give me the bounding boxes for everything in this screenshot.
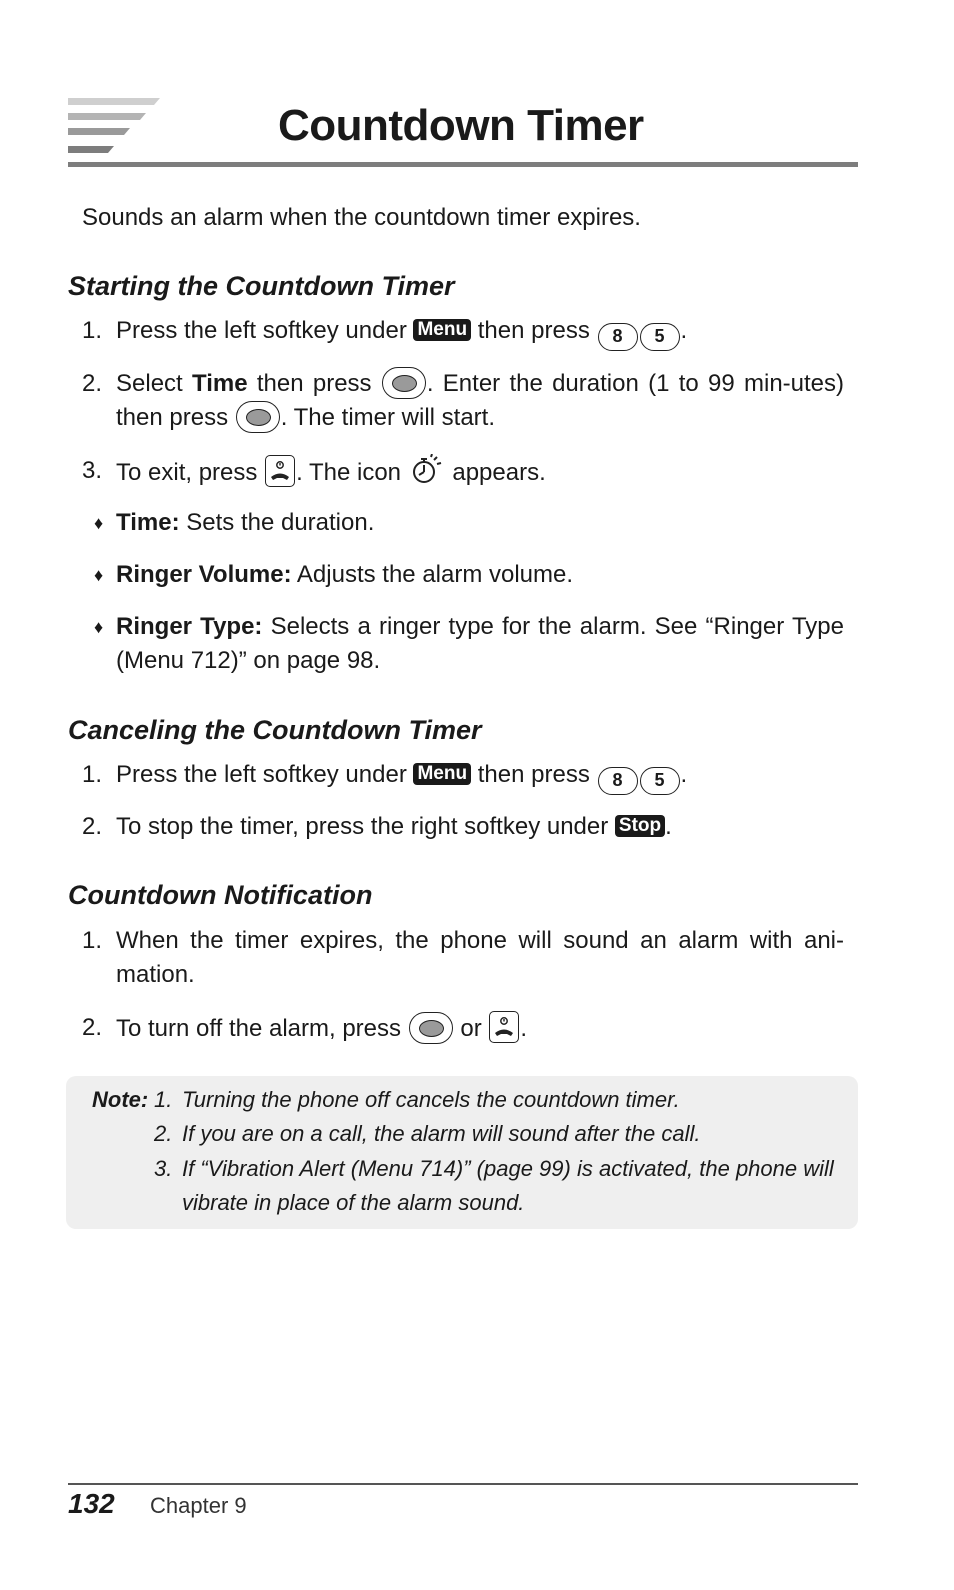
page-number: 132 <box>68 1488 115 1519</box>
notification-step-1 <box>82 924 844 992</box>
note-item-text: If “Vibration Alert (Menu 714)” (page 99) is activated, the phone will vibrate in place of the alarm sound. <box>182 1156 834 1215</box>
step-text: When the timer expires, the phone will sound an alarm with ani-mation. <box>116 927 844 988</box>
step-text: then press <box>471 761 597 788</box>
bullet-term: Ringer Volume: <box>116 561 292 588</box>
bullet-ringer-type <box>82 610 844 678</box>
stop-softkey-label: Stop <box>615 815 665 837</box>
bullet-text: Adjusts the alarm volume. <box>291 561 574 588</box>
diamond-bullet-icon: ♦ <box>94 617 104 637</box>
step-bold-term: Time <box>192 370 248 397</box>
starting-step-1 <box>82 314 844 351</box>
diamond-bullet-icon: ♦ <box>94 513 104 533</box>
ok-key-icon <box>409 1012 453 1044</box>
note-item-text: Turning the phone off cancels the countdown timer. <box>182 1087 680 1112</box>
footer-rule <box>68 1483 858 1485</box>
bullet-ringer-volume <box>82 558 844 592</box>
step-text: then press <box>247 370 381 397</box>
step-text: . <box>665 813 672 840</box>
note-item-number: 2. <box>154 1121 173 1146</box>
key-8-icon: 8 <box>598 323 638 351</box>
step-number: 3. <box>82 457 103 484</box>
note-item-number: 1. <box>154 1087 173 1112</box>
step-text: To turn off the alarm, press <box>116 1015 408 1042</box>
section-heading-starting: Starting the Countdown Timer <box>68 271 455 301</box>
canceling-step-2 <box>82 810 844 844</box>
key-8-icon: 8 <box>598 767 638 795</box>
notification-step-2 <box>82 1011 844 1046</box>
ok-key-icon <box>236 401 280 433</box>
note-item <box>154 1152 844 1220</box>
step-number: 1. <box>82 761 103 788</box>
step-text: Press the left softkey under <box>116 317 414 344</box>
bullet-term: Ringer Type: <box>116 613 263 640</box>
bullet-text: Selects a ringer type for the alarm. See “Ringer Type (Menu 712)” on page 98. <box>116 613 845 674</box>
note-item-number: 3. <box>154 1156 173 1181</box>
chapter-label: Chapter 9 <box>150 1493 247 1518</box>
step-number: 2. <box>82 370 103 397</box>
step-text: . The timer will start. <box>280 404 495 431</box>
page-title: Countdown Timer <box>278 101 644 150</box>
bullet-time <box>82 506 844 540</box>
end-key-icon <box>489 1011 519 1043</box>
step-text: . <box>680 761 688 788</box>
step-text: Press the left softkey under <box>116 761 414 788</box>
canceling-step-1 <box>82 758 844 795</box>
section-heading-canceling: Canceling the Countdown Timer <box>68 715 482 745</box>
key-5-icon: 5 <box>640 767 680 795</box>
step-number: 1. <box>82 317 103 344</box>
key-5-icon: 5 <box>640 323 680 351</box>
bullet-text: Sets the duration. <box>179 509 375 536</box>
step-text: then press <box>471 317 597 344</box>
menu-softkey-label: Menu <box>413 763 471 785</box>
step-number: 2. <box>82 1014 103 1041</box>
diamond-bullet-icon: ♦ <box>94 565 104 585</box>
bullet-term: Time: <box>116 509 180 536</box>
starting-step-2 <box>82 367 844 435</box>
step-text: . <box>520 1015 528 1042</box>
header-stripes-graphic <box>68 98 164 156</box>
timer-icon <box>410 454 444 486</box>
note-item <box>154 1117 844 1151</box>
step-text: To stop the timer, press the right softkey under <box>116 813 615 840</box>
ok-key-icon <box>382 367 426 399</box>
starting-step-3 <box>82 454 844 490</box>
note-item <box>154 1083 844 1117</box>
step-text: appears. <box>445 459 546 486</box>
step-number: 1. <box>82 927 103 954</box>
intro-text: Sounds an alarm when the countdown timer expires. <box>82 204 641 231</box>
step-text: . The icon <box>296 459 408 486</box>
step-number: 2. <box>82 813 103 840</box>
note-label: Note: <box>92 1087 149 1112</box>
step-text: . Enter the duration (1 to 99 min-utes) then press <box>116 370 845 431</box>
title-rule <box>68 162 858 167</box>
step-text: or <box>453 1015 489 1042</box>
step-text: . <box>680 317 688 344</box>
menu-softkey-label: Menu <box>413 319 471 341</box>
end-key-icon <box>265 455 295 487</box>
note-item-text: If you are on a call, the alarm will sound after the call. <box>182 1121 701 1146</box>
section-heading-notification: Countdown Notification <box>68 880 373 910</box>
step-text: Select <box>116 370 192 397</box>
step-text: To exit, press <box>116 459 265 486</box>
